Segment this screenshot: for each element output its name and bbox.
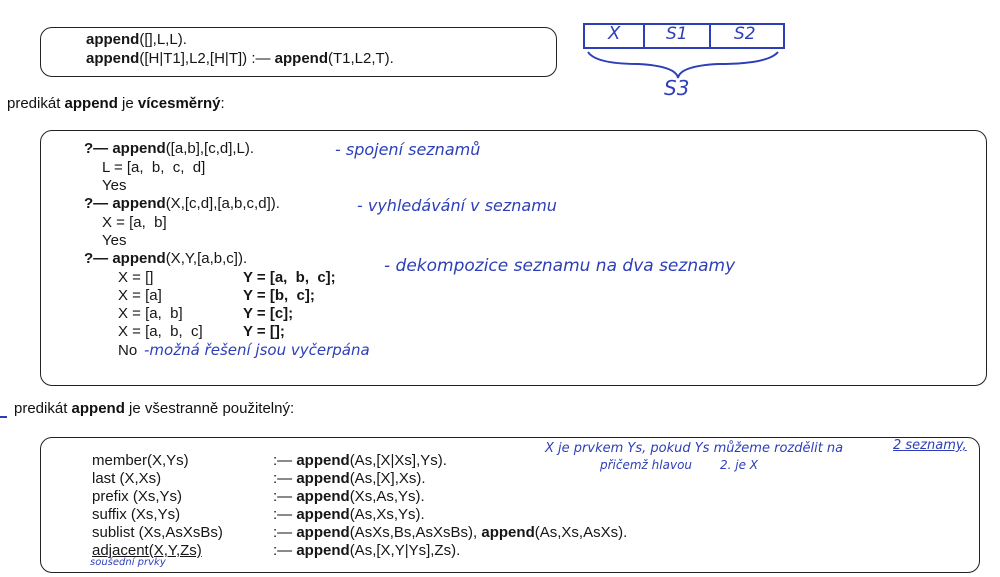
predicate-last-head: last (X,Xs) — [92, 470, 162, 487]
solution-y-4: Y = []; — [243, 323, 285, 340]
note-second-is-x: 2. je X — [720, 458, 759, 472]
solution-y-2: Y = [b, c]; — [243, 287, 315, 304]
note-member-definition: X je prvkem Ys, pokud Ys můžeme rozdělit na — [545, 441, 844, 456]
note-two-lists: 2 seznamy, — [893, 438, 967, 453]
heading-marker — [0, 416, 7, 418]
append-base-clause: append([],L,L). — [86, 31, 187, 48]
heading-versatile: predikát append je všestranně použitelný: — [14, 400, 295, 417]
predicate-last-body: :— append(As,[X],Xs). — [273, 470, 426, 487]
predicate-member-body: :— append(As,[X|Xs],Ys). — [273, 452, 447, 469]
query-2-answer: X = [a, b] — [102, 214, 167, 231]
solution-x-1: X = [] — [118, 269, 154, 286]
predicate-sublist-body: :— append(AsXs,Bs,AsXsBs), append(As,Xs,AsXs). — [273, 524, 628, 541]
predicate-sublist-head: sublist (Xs,AsXsBs) — [92, 524, 223, 541]
predicate-adjacent-head: adjacent(X,Y,Zs) — [92, 542, 202, 559]
solution-x-3: X = [a, b] — [118, 305, 183, 322]
diagram-cell-s1: S1 — [666, 24, 688, 44]
query-1-answer: L = [a, b, c, d] — [102, 159, 206, 176]
query-2-result: Yes — [102, 232, 127, 249]
solution-y-1: Y = [a, b, c]; — [243, 269, 336, 286]
list-diagram — [578, 22, 793, 102]
note-decomposition: - dekompozice seznamu na dva seznamy — [384, 256, 736, 276]
append-recursive-clause: append([H|T1],L2,[H|T]) :— append(T1,L2,T). — [86, 50, 394, 67]
note-exhausted: -možná řešení jsou vyčerpána — [144, 341, 370, 359]
query-1-result: Yes — [102, 177, 127, 194]
predicate-suffix-head: suffix (Xs,Ys) — [92, 506, 181, 523]
note-head: přičemž hlavou — [600, 458, 693, 472]
predicate-adjacent-body: :— append(As,[X,Y|Ys],Zs). — [273, 542, 461, 559]
solution-x-2: X = [a] — [118, 287, 162, 304]
query-3: ?— append(X,Y,[a,b,c]). — [84, 250, 248, 267]
diagram-cell-s2: S2 — [734, 24, 756, 44]
note-search: - vyhledávání v seznamu — [357, 196, 557, 215]
solution-y-3: Y = [c]; — [243, 305, 294, 322]
diagram-label-s3: S3 — [664, 76, 690, 100]
solution-x-4: X = [a, b, c] — [118, 323, 203, 340]
note-adjacent: soušední prvky — [90, 557, 166, 568]
query-2: ?— append(X,[c,d],[a,b,c,d]). — [84, 195, 280, 212]
query-1: ?— append([a,b],[c,d],L). — [84, 140, 255, 157]
predicate-prefix-head: prefix (Xs,Ys) — [92, 488, 183, 505]
diagram-cell-x: X — [608, 23, 621, 44]
query-3-result: No — [118, 342, 138, 359]
note-concatenation: - spojení seznamů — [335, 140, 481, 159]
predicate-member-head: member(X,Ys) — [92, 452, 189, 469]
heading-multidirectional: predikát append je vícesměrný: — [7, 95, 225, 112]
predicate-suffix-body: :— append(As,Xs,Ys). — [273, 506, 425, 523]
predicate-prefix-body: :— append(Xs,As,Ys). — [273, 488, 425, 505]
